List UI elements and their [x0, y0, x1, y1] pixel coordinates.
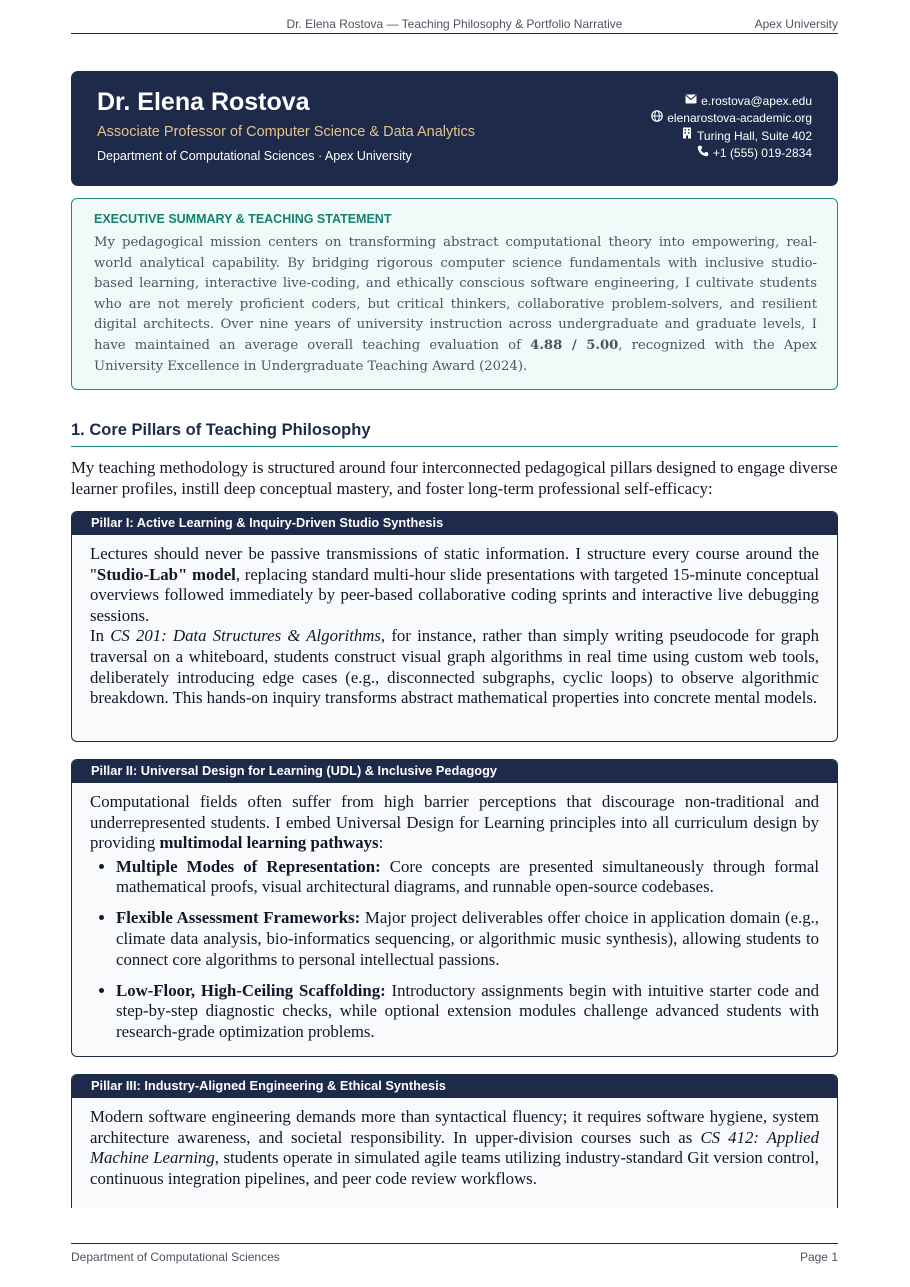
list-item-text: Core concepts are presented simultaneously through formal mathematical proofs, visual architectural diagrams, and runnable open-source codebases. — [116, 856, 820, 897]
building-icon — [680, 127, 694, 145]
section-title: Core Pillars of Teaching Philosophy — [89, 421, 371, 439]
pillar-card-3 — [71, 1074, 838, 1208]
multimodal-emphasis: multimodal learning pathways — [159, 833, 379, 853]
executive-summary-box — [71, 198, 838, 390]
list-item-text: Major project deliverables offer choice in application domain (e.g., climate data analysis, bio-informatics sequencing, or algorithmic music synthesis), allowing students to connect core algorithms to personal intellectual passions. — [116, 908, 819, 969]
pillar-paragraph — [90, 544, 819, 626]
pillar-paragraph — [90, 792, 819, 854]
list-item-term: Multiple Modes of Representation: — [116, 856, 381, 876]
profile-department: Department of Computational Sciences · Apex University — [97, 149, 412, 163]
pillar-body — [72, 783, 837, 1043]
section-heading — [71, 421, 838, 447]
contact-email-row[interactable] — [650, 93, 812, 110]
section-intro: My teaching methodology is structured around four interconnected pedagogical pillars designed to engage diverse learner profiles, instill deep conceptual mastery, and foster long-term professional self-efficacy: — [71, 458, 838, 498]
running-header-institution: Apex University — [754, 17, 838, 31]
list-item — [116, 857, 819, 898]
teaching-rating: 4.88 / 5.00 — [530, 337, 619, 353]
summary-text-part: , recognized with the Apex University Excellence in Undergraduate Teaching Award (2024). — [94, 337, 817, 374]
pillar-body — [72, 1098, 837, 1189]
pillar-card-1 — [71, 511, 838, 742]
text-run: , for instance, rather than simply writing pseudocode for graph traversal on a whiteboard, students construct visual graph algorithms in real time using custom web tools, deliberately introducing edge cases (e.g., disconnected subgraphs, cyclic loops) to observe algorithmic breakdown. This hands-on inquiry transforms abstract mathematical properties into concrete mental models. — [90, 626, 819, 708]
pillar-paragraph — [90, 1107, 819, 1189]
profile-title: Associate Professor of Computer Science & Data Analytics — [97, 124, 475, 140]
contact-office-row — [650, 127, 812, 145]
pillar-heading: Pillar II: Universal Design for Learning (UDL) & Inclusive Pedagogy — [72, 760, 837, 783]
pillar-heading: Pillar III: Industry-Aligned Engineering & Ethical Synthesis — [72, 1075, 837, 1098]
list-item — [116, 981, 819, 1043]
contact-phone[interactable]: +1 (555) 019-2834 — [712, 146, 812, 160]
text-run: Computational fields often suffer from high barrier perceptions that discourage non-traditional and underrepresented students. I embed Universal Design for Learning principles into all curriculum design by providing — [90, 792, 819, 853]
list-item-term: Flexible Assessment Frameworks: — [116, 908, 361, 928]
contact-block — [650, 93, 812, 162]
pillar-body — [72, 535, 837, 709]
text-run: Lectures should never be passive transmissions of static information. I structure every course around the " — [90, 544, 819, 584]
text-run: , replacing standard multi-hour slide presentations with targeted 15-minute conceptual overviews followed immediately by peer-based collaborative coding sprints and interactive live debugging sessions. — [90, 564, 819, 625]
page-number: Page 1 — [799, 1250, 838, 1264]
running-header-title: Dr. Elena Rostova — Teaching Philosophy & Portfolio Narrative — [286, 17, 623, 31]
pillar-card-2 — [71, 759, 838, 1057]
text-run: : — [378, 833, 384, 853]
pillar-heading: Pillar I: Active Learning & Inquiry-Driven Studio Synthesis — [72, 512, 837, 535]
section-number: 1. — [71, 421, 85, 439]
list-item-term: Low-Floor, High-Ceiling Scaffolding: — [116, 980, 386, 1000]
text-run: , students operate in simulated agile teams utilizing industry-standard Git version control, continuous integration pipelines, and peer code review workflows. — [90, 1148, 819, 1188]
studio-lab-emphasis: Studio-Lab" model — [96, 564, 236, 584]
contact-office: Turing Hall, Suite 402 — [697, 128, 812, 143]
phone-icon — [696, 145, 710, 163]
contact-email[interactable]: e.rostova@apex.edu — [701, 94, 812, 108]
list-item — [116, 908, 819, 970]
text-run: Modern software engineering demands more than syntactical fluency; it requires software hygiene, system architecture awareness, and societal responsibility. In upper-division courses such as — [90, 1107, 819, 1147]
profile-banner — [71, 71, 838, 186]
list-item-text: Introductory assignments begin with intuitive starter code and step-by-step diagnostic checks, while optional extension modules challenge advanced students with research-grade optimization problems. — [116, 980, 819, 1041]
footer-department: Department of Computational Sciences — [71, 1250, 280, 1264]
pillar-paragraph — [90, 626, 819, 708]
profile-name: Dr. Elena Rostova — [97, 88, 310, 116]
envelope-icon — [684, 93, 698, 110]
globe-icon — [650, 110, 664, 128]
running-header — [71, 16, 838, 34]
course-name: CS 201: Data Structures & Algorithms — [110, 626, 381, 646]
contact-website-row[interactable] — [650, 110, 812, 128]
contact-phone-row[interactable] — [650, 145, 812, 163]
page-footer — [71, 1243, 838, 1264]
contact-website[interactable]: elenarostova-academic.org — [667, 111, 812, 125]
text-run: In — [90, 626, 111, 646]
executive-summary-heading: EXECUTIVE SUMMARY & TEACHING STATEMENT — [94, 212, 392, 226]
executive-summary-text — [94, 233, 817, 377]
udl-list — [90, 857, 819, 1043]
summary-text-part: My pedagogical mission centers on transforming abstract computational theory into empowering, real-world analytical capability. By bridging rigorous computer science fundamentals with inclusive studio-based learning, interactive live-coding, and ethically conscious software engineering, I cultivate students who are not merely proficient coders, but critical thinkers, collaborative problem-solvers, and resilient digital architects. Over nine years of university instruction across undergraduate and graduate levels, I have maintained an average overall teaching evaluation of — [94, 235, 817, 353]
course-name: CS 412: Applied Machine Learning — [90, 1127, 819, 1168]
